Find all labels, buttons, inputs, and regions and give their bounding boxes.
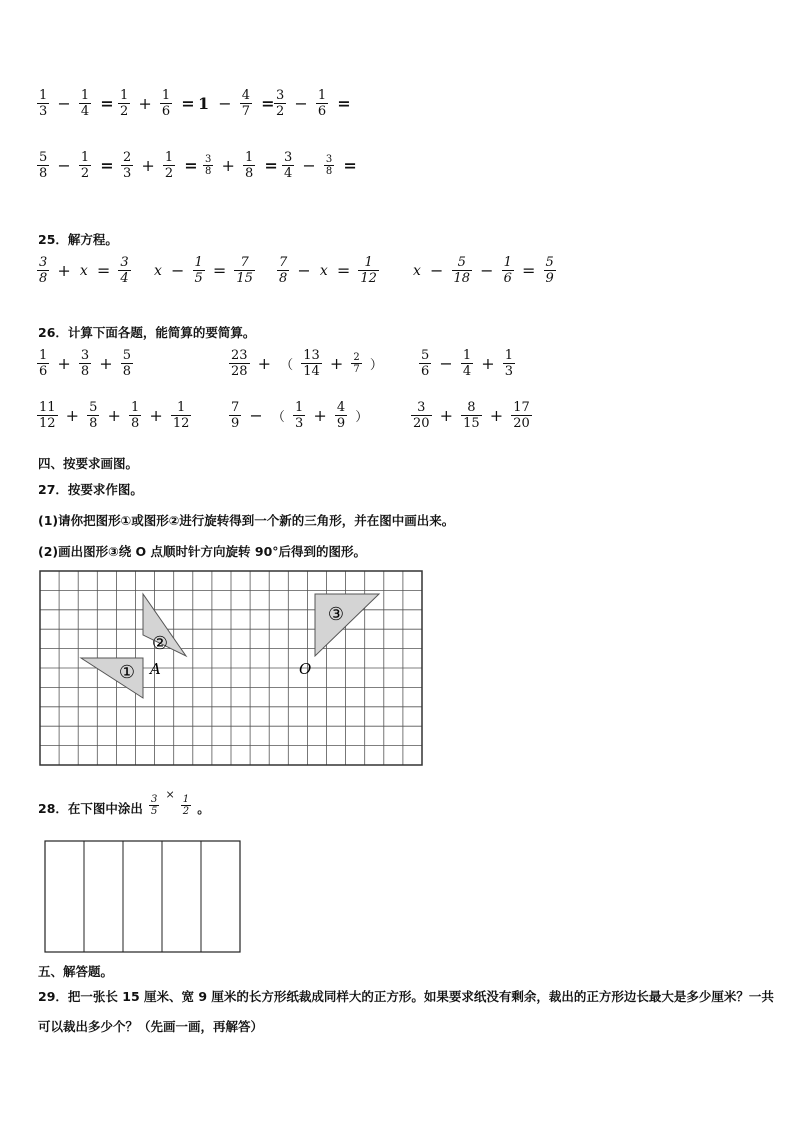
numerator: 3: [417, 400, 426, 415]
question-28-prefix: 28．在下图中涂出: [38, 801, 143, 816]
fraction: [163, 150, 175, 181]
operator: −: [294, 94, 308, 113]
numerator: 3: [276, 88, 285, 103]
numerator: 1: [161, 88, 171, 103]
fraction: [544, 255, 556, 286]
expression-item: [36, 348, 134, 379]
calc-item: [202, 150, 278, 181]
whole-number: 1: [198, 94, 210, 113]
equals-sign: =: [181, 94, 195, 113]
numerator: 1: [39, 88, 48, 103]
question-29: 29．把一张长 15 厘米、宽 9 厘米的长方形纸裁成同样大的正方形。如果要求纸没有剩余，裁出的正方形边长最大是多少厘米？一共可以裁出多少个？（先画一画，再解答）: [38, 989, 774, 1034]
operator: +: [57, 354, 71, 373]
numerator: 17: [513, 400, 530, 415]
fraction: [301, 348, 322, 379]
shading-rectangle[interactable]: [44, 840, 242, 954]
operator: −: [171, 261, 185, 280]
fraction: [243, 150, 255, 181]
operator: +: [313, 406, 327, 425]
numerator: 1: [462, 348, 472, 363]
fraction: [461, 400, 482, 431]
numerator: 5: [545, 255, 554, 270]
section-4-heading: 四、按要求画图。: [38, 456, 139, 471]
fraction: [87, 400, 99, 431]
numerator: 3: [325, 154, 333, 165]
numerator: 3: [205, 154, 212, 165]
numerator: 23: [231, 348, 248, 363]
fraction: [79, 150, 91, 181]
numerator: 7: [279, 255, 288, 270]
denominator: 2: [276, 104, 285, 119]
numerator: 1: [244, 150, 254, 165]
fraction: [171, 400, 192, 431]
equation-item: [276, 255, 380, 286]
fraction: [452, 255, 473, 286]
numerator: 11: [39, 400, 56, 415]
expression-item: [418, 348, 516, 379]
fraction: [411, 400, 432, 431]
numerator: 3: [120, 255, 129, 270]
equals-sign: =: [337, 94, 351, 113]
numerator: 5: [39, 150, 48, 165]
numerator: 3: [284, 150, 293, 165]
rotation-grid[interactable]: [39, 570, 424, 767]
operator: −: [249, 406, 263, 425]
fraction: [121, 150, 133, 181]
fraction: [274, 88, 286, 119]
fraction: [324, 154, 334, 177]
fraction: [79, 88, 91, 119]
numerator: 1: [177, 400, 186, 415]
denominator: 9: [231, 416, 240, 431]
numerator: 1: [120, 88, 129, 103]
question-26-title: 26．计算下面各题，能简算的要简算。: [38, 325, 256, 340]
operator: +: [489, 406, 504, 425]
denominator: 15: [236, 271, 253, 286]
fraction: [282, 150, 294, 181]
numerator: 3: [80, 348, 90, 363]
numerator: 1: [182, 794, 190, 805]
numerator: 1: [164, 150, 174, 165]
numerator: 1: [294, 400, 304, 415]
numerator: 1: [503, 255, 512, 270]
denominator: 20: [513, 416, 530, 431]
calc-item: [36, 150, 114, 181]
operator: +: [65, 406, 80, 425]
expression-item: [410, 400, 533, 431]
fraction: [118, 255, 130, 286]
times-sign: ×: [165, 788, 175, 801]
fraction: [511, 400, 532, 431]
equals-sign: =: [212, 261, 227, 280]
fraction: [229, 348, 250, 379]
numerator: 5: [421, 348, 430, 363]
expression-item: [36, 400, 192, 431]
denominator: 9: [336, 416, 346, 431]
calc-item: [196, 88, 275, 119]
denominator: 28: [231, 364, 248, 379]
denominator: 8: [39, 271, 48, 286]
fraction: [351, 352, 361, 375]
point-o-label: O: [299, 660, 312, 678]
numerator: 7: [240, 255, 249, 270]
question-27-part-2: (2)画出图形③绕 O 点顺时针方向旋转 90°后得到的图形。: [38, 544, 367, 559]
numerator: 1: [504, 348, 514, 363]
operator: +: [149, 406, 163, 425]
fraction: [234, 255, 255, 286]
operator: +: [57, 261, 71, 280]
expression-item: [228, 400, 370, 431]
variable-x: x: [79, 262, 88, 279]
denominator: 2: [80, 166, 90, 181]
variable-x: x: [413, 262, 421, 279]
fraction: [37, 348, 49, 379]
numerator: 2: [123, 150, 132, 165]
fraction: [193, 255, 205, 286]
section-5-heading: 五、解答题。: [38, 964, 114, 979]
denominator: 7: [241, 104, 251, 119]
question-27-title: 27．按要求作图。: [38, 482, 143, 497]
denominator: 4: [120, 271, 129, 286]
operator: +: [99, 354, 113, 373]
operator: +: [257, 354, 272, 373]
operator: +: [141, 156, 155, 175]
denominator: 8: [131, 416, 140, 431]
denominator: 6: [503, 271, 512, 286]
right-paren: ）: [355, 410, 369, 425]
fraction: [121, 348, 133, 379]
operator: +: [107, 406, 121, 425]
numerator: 5: [122, 348, 132, 363]
equals-sign: =: [100, 156, 114, 175]
operator: −: [430, 261, 444, 280]
fraction: [37, 255, 49, 286]
fraction: [79, 348, 91, 379]
fraction: [37, 150, 49, 181]
numerator: 7: [231, 400, 240, 415]
denominator: 8: [80, 364, 90, 379]
denominator: 8: [39, 166, 48, 181]
fraction: [240, 88, 252, 119]
fraction: [160, 88, 172, 119]
equals-sign: =: [264, 156, 278, 175]
equals-sign: =: [522, 261, 536, 280]
fraction: [37, 88, 49, 119]
denominator: 5: [151, 806, 158, 817]
denominator: 8: [122, 364, 132, 379]
denominator: 7: [353, 364, 360, 375]
denominator: 2: [182, 806, 190, 817]
variable-x: x: [319, 262, 328, 279]
fraction: [129, 400, 141, 431]
numerator: 2: [353, 352, 360, 363]
denominator: 5: [194, 271, 203, 286]
fraction: [203, 154, 213, 177]
denominator: 6: [39, 364, 48, 379]
question-28-suffix: 。: [197, 801, 210, 816]
denominator: 20: [413, 416, 430, 431]
equation-item: [411, 255, 557, 286]
operator: −: [302, 156, 316, 175]
left-paren: （: [280, 358, 294, 373]
denominator: 3: [504, 364, 514, 379]
fraction: [229, 400, 241, 431]
numerator: 13: [303, 348, 320, 363]
question-25-title: 25．解方程。: [38, 232, 118, 247]
operator: −: [297, 261, 311, 280]
numerator: 3: [39, 255, 48, 270]
question-27-part-1: (1)请你把图形①或图形②进行旋转得到一个新的三角形，并在图中画出来。: [38, 513, 455, 528]
numerator: 1: [317, 88, 327, 103]
denominator: 2: [120, 104, 129, 119]
denominator: 4: [80, 104, 90, 119]
numerator: 1: [39, 348, 48, 363]
equals-sign: =: [343, 156, 357, 175]
equals-sign: =: [100, 94, 114, 113]
denominator: 14: [303, 364, 320, 379]
operator: −: [57, 156, 71, 175]
fraction: [149, 794, 159, 817]
fraction: [37, 400, 58, 431]
operator: −: [439, 354, 453, 373]
operator: −: [480, 261, 494, 280]
fraction: [419, 348, 431, 379]
denominator: 15: [463, 416, 480, 431]
numerator: 5: [89, 400, 98, 415]
operator: −: [57, 94, 71, 113]
triangle-3: [315, 594, 379, 656]
denominator: 3: [294, 416, 304, 431]
numerator: 1: [364, 255, 373, 270]
operator: +: [221, 156, 235, 175]
numerator: 4: [241, 88, 251, 103]
fraction: [118, 88, 130, 119]
equals-sign: =: [336, 261, 351, 280]
operator: +: [439, 406, 454, 425]
operator: +: [329, 354, 344, 373]
equation-item: [152, 255, 256, 286]
operator: +: [138, 94, 152, 113]
numerator: 8: [467, 400, 476, 415]
numerator: 4: [336, 400, 346, 415]
fraction: [181, 794, 191, 817]
left-paren: （: [271, 410, 285, 425]
numerator: 1: [80, 150, 90, 165]
numerator: 1: [194, 255, 203, 270]
calc-item: [281, 150, 357, 181]
denominator: 18: [453, 271, 471, 286]
expression-item: [228, 348, 385, 379]
fraction: [277, 255, 289, 286]
equation-item: [36, 255, 132, 286]
fraction: [335, 400, 347, 431]
denominator: 9: [545, 271, 554, 286]
fraction: [293, 400, 305, 431]
shape-1-label: ①: [118, 662, 136, 683]
equals-sign: =: [261, 94, 275, 113]
question-28: [38, 788, 210, 817]
denominator: 8: [89, 416, 98, 431]
right-paren: ）: [369, 358, 383, 373]
rectangle-parts: [84, 841, 201, 952]
numerator: 1: [80, 88, 90, 103]
calc-item: [36, 88, 114, 119]
denominator: 8: [325, 166, 333, 177]
denominator: 8: [205, 166, 212, 177]
denominator: 12: [360, 271, 377, 286]
operator: +: [481, 354, 495, 373]
numerator: 3: [151, 794, 158, 805]
denominator: 6: [421, 364, 430, 379]
equals-sign: =: [184, 156, 198, 175]
rectangle-border: [45, 841, 240, 952]
calc-item: [273, 88, 351, 119]
denominator: 12: [39, 416, 56, 431]
denominator: 3: [39, 104, 48, 119]
fraction: [502, 255, 514, 286]
fraction: [358, 255, 379, 286]
denominator: 4: [284, 166, 293, 181]
denominator: 8: [244, 166, 254, 181]
variable-x: x: [154, 262, 162, 279]
shape-2-label: ②: [151, 633, 169, 654]
shape-3-label: ③: [327, 604, 345, 625]
denominator: 8: [279, 271, 288, 286]
calc-item: [117, 88, 195, 119]
numerator: 5: [457, 255, 466, 270]
point-a-label: A: [150, 660, 161, 678]
fraction: [316, 88, 328, 119]
denominator: 4: [462, 364, 472, 379]
equals-sign: =: [96, 261, 111, 280]
fraction: [503, 348, 515, 379]
denominator: 2: [164, 166, 174, 181]
denominator: 3: [123, 166, 132, 181]
denominator: 6: [317, 104, 327, 119]
denominator: 6: [161, 104, 171, 119]
numerator: 1: [131, 400, 140, 415]
calc-item: [120, 150, 198, 181]
operator: −: [218, 94, 232, 113]
fraction: [461, 348, 473, 379]
denominator: 12: [172, 416, 190, 431]
